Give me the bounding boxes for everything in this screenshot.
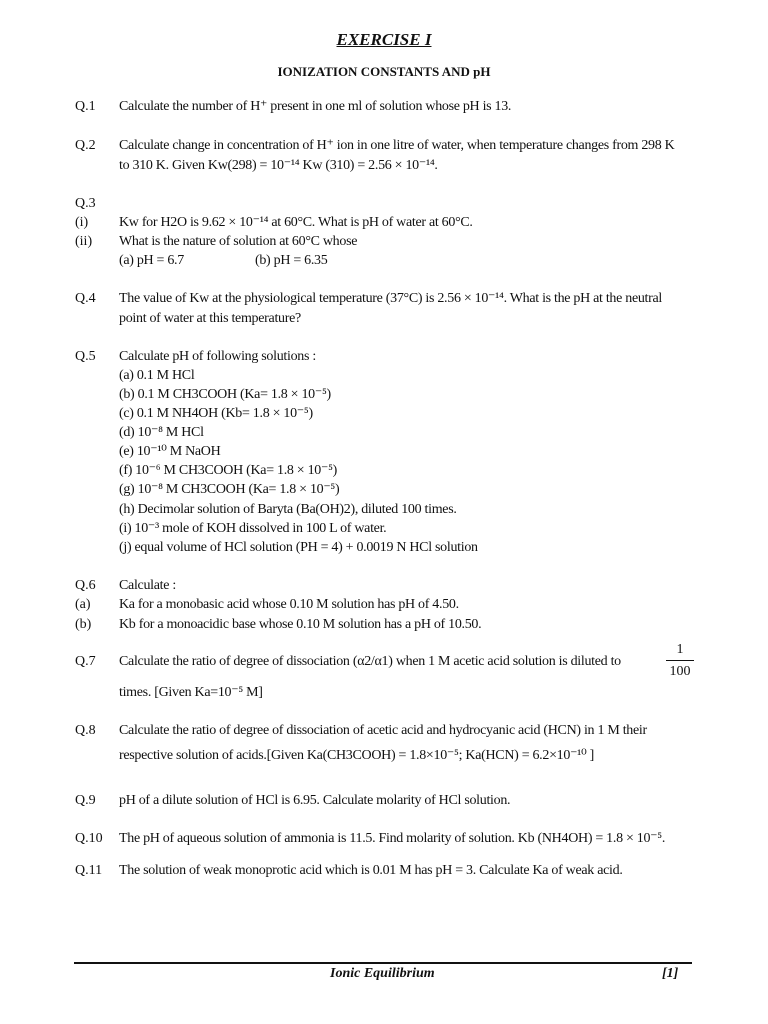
subpart-label: (b) — [75, 617, 92, 632]
page-number: [1] — [662, 966, 679, 981]
question-text: The pH of aqueous solution of ammonia is 11.5. Find molarity of solution. Kb (NH4OH) = 1.8 × 10⁻⁵. — [119, 831, 666, 846]
list-item: (e) 10⁻¹⁰ M NaOH — [119, 444, 221, 459]
question-text: Calculate : — [119, 578, 176, 593]
question-number: Q.9 — [75, 793, 96, 808]
question-text: Calculate the ratio of degree of dissociation (α2/α1) when 1 M acetic acid solution is diluted to — [119, 654, 621, 669]
list-item: (i) 10⁻³ mole of KOH dissolved in 100 L of water. — [119, 521, 387, 536]
question-text: Ka for a monobasic acid whose 0.10 M solution has pH of 4.50. — [119, 597, 459, 612]
subpart-label: (a) — [75, 597, 91, 612]
list-item: (b) 0.1 M CH3COOH (Ka= 1.8 × 10⁻⁵) — [119, 387, 331, 402]
list-item: (j) equal volume of HCl solution (PH = 4) + 0.0019 N HCl solution — [119, 540, 478, 555]
question-text: pH of a dilute solution of HCl is 6.95. Calculate molarity of HCl solution. — [119, 793, 511, 808]
list-item: (h) Decimolar solution of Baryta (Ba(OH)2), diluted 100 times. — [119, 502, 457, 517]
list-item: (a) 0.1 M HCl — [119, 368, 195, 383]
question-number: Q.3 — [75, 196, 96, 211]
question-number: Q.1 — [75, 99, 96, 114]
question-text: The solution of weak monoprotic acid which is 0.01 M has pH = 3. Calculate Ka of weak acid. — [119, 863, 623, 878]
question-number: Q.11 — [75, 863, 103, 878]
list-item: (d) 10⁻⁸ M HCl — [119, 425, 204, 440]
section-subtitle: IONIZATION CONSTANTS AND pH — [277, 64, 491, 79]
question-number: Q.5 — [75, 349, 96, 364]
question-number: Q.2 — [75, 138, 96, 153]
question-text: Calculate the number of H⁺ present in one ml of solution whose pH is 13. — [119, 99, 512, 114]
question-number: Q.10 — [75, 831, 103, 846]
question-text: Calculate change in concentration of H⁺ ion in one litre of water, when temperature changes from 298 K — [119, 138, 675, 153]
question-text: Kb for a monoacidic base whose 0.10 M solution has a pH of 10.50. — [119, 617, 482, 632]
question-text: to 310 K. Given Kw(298) = 10⁻¹⁴ Kw (310) = 2.56 × 10⁻¹⁴. — [119, 158, 438, 173]
question-number: Q.7 — [75, 654, 96, 669]
question-number: Q.6 — [75, 578, 96, 593]
footer-divider — [74, 962, 692, 964]
option-a: (a) pH = 6.7 — [119, 253, 184, 268]
question-text: respective solution of acids.[Given Ka(CH3COOH) = 1.8×10⁻⁵; Ka(HCN) = 6.2×10⁻¹⁰ ] — [119, 748, 594, 763]
option-b: (b) pH = 6.35 — [255, 253, 328, 268]
fraction — [666, 641, 694, 680]
subpart-label: (ii) — [75, 234, 93, 249]
question-text: Calculate pH of following solutions : — [119, 349, 316, 364]
question-text: Kw for H2O is 9.62 × 10⁻¹⁴ at 60°C. What is pH of water at 60°C. — [119, 215, 473, 230]
question-text: point of water at this temperature? — [119, 311, 301, 326]
list-item: (f) 10⁻⁶ M CH3COOH (Ka= 1.8 × 10⁻⁵) — [119, 463, 338, 478]
question-text: Calculate the ratio of degree of dissociation of acetic acid and hydrocyanic acid (HCN) in 1 M their — [119, 723, 647, 738]
question-text: What is the nature of solution at 60°C whose — [119, 234, 358, 249]
list-item: (c) 0.1 M NH4OH (Kb= 1.8 × 10⁻⁵) — [119, 406, 313, 421]
exercise-title: EXERCISE I — [336, 30, 432, 49]
subpart-label: (i) — [75, 215, 89, 230]
question-text: times. [Given Ka=10⁻⁵ M] — [119, 685, 263, 700]
fraction-denominator: 100 — [669, 664, 691, 679]
fraction-numerator: 1 — [676, 642, 684, 657]
question-number: Q.4 — [75, 291, 96, 306]
question-text: The value of Kw at the physiological temperature (37°C) is 2.56 × 10⁻¹⁴. What is the pH at the neutral — [119, 291, 663, 306]
chapter-name: Ionic Equilibrium — [330, 966, 435, 981]
question-number: Q.8 — [75, 723, 96, 738]
list-item: (g) 10⁻⁸ M CH3COOH (Ka= 1.8 × 10⁻⁵) — [119, 482, 340, 497]
fraction-bar — [666, 660, 694, 661]
